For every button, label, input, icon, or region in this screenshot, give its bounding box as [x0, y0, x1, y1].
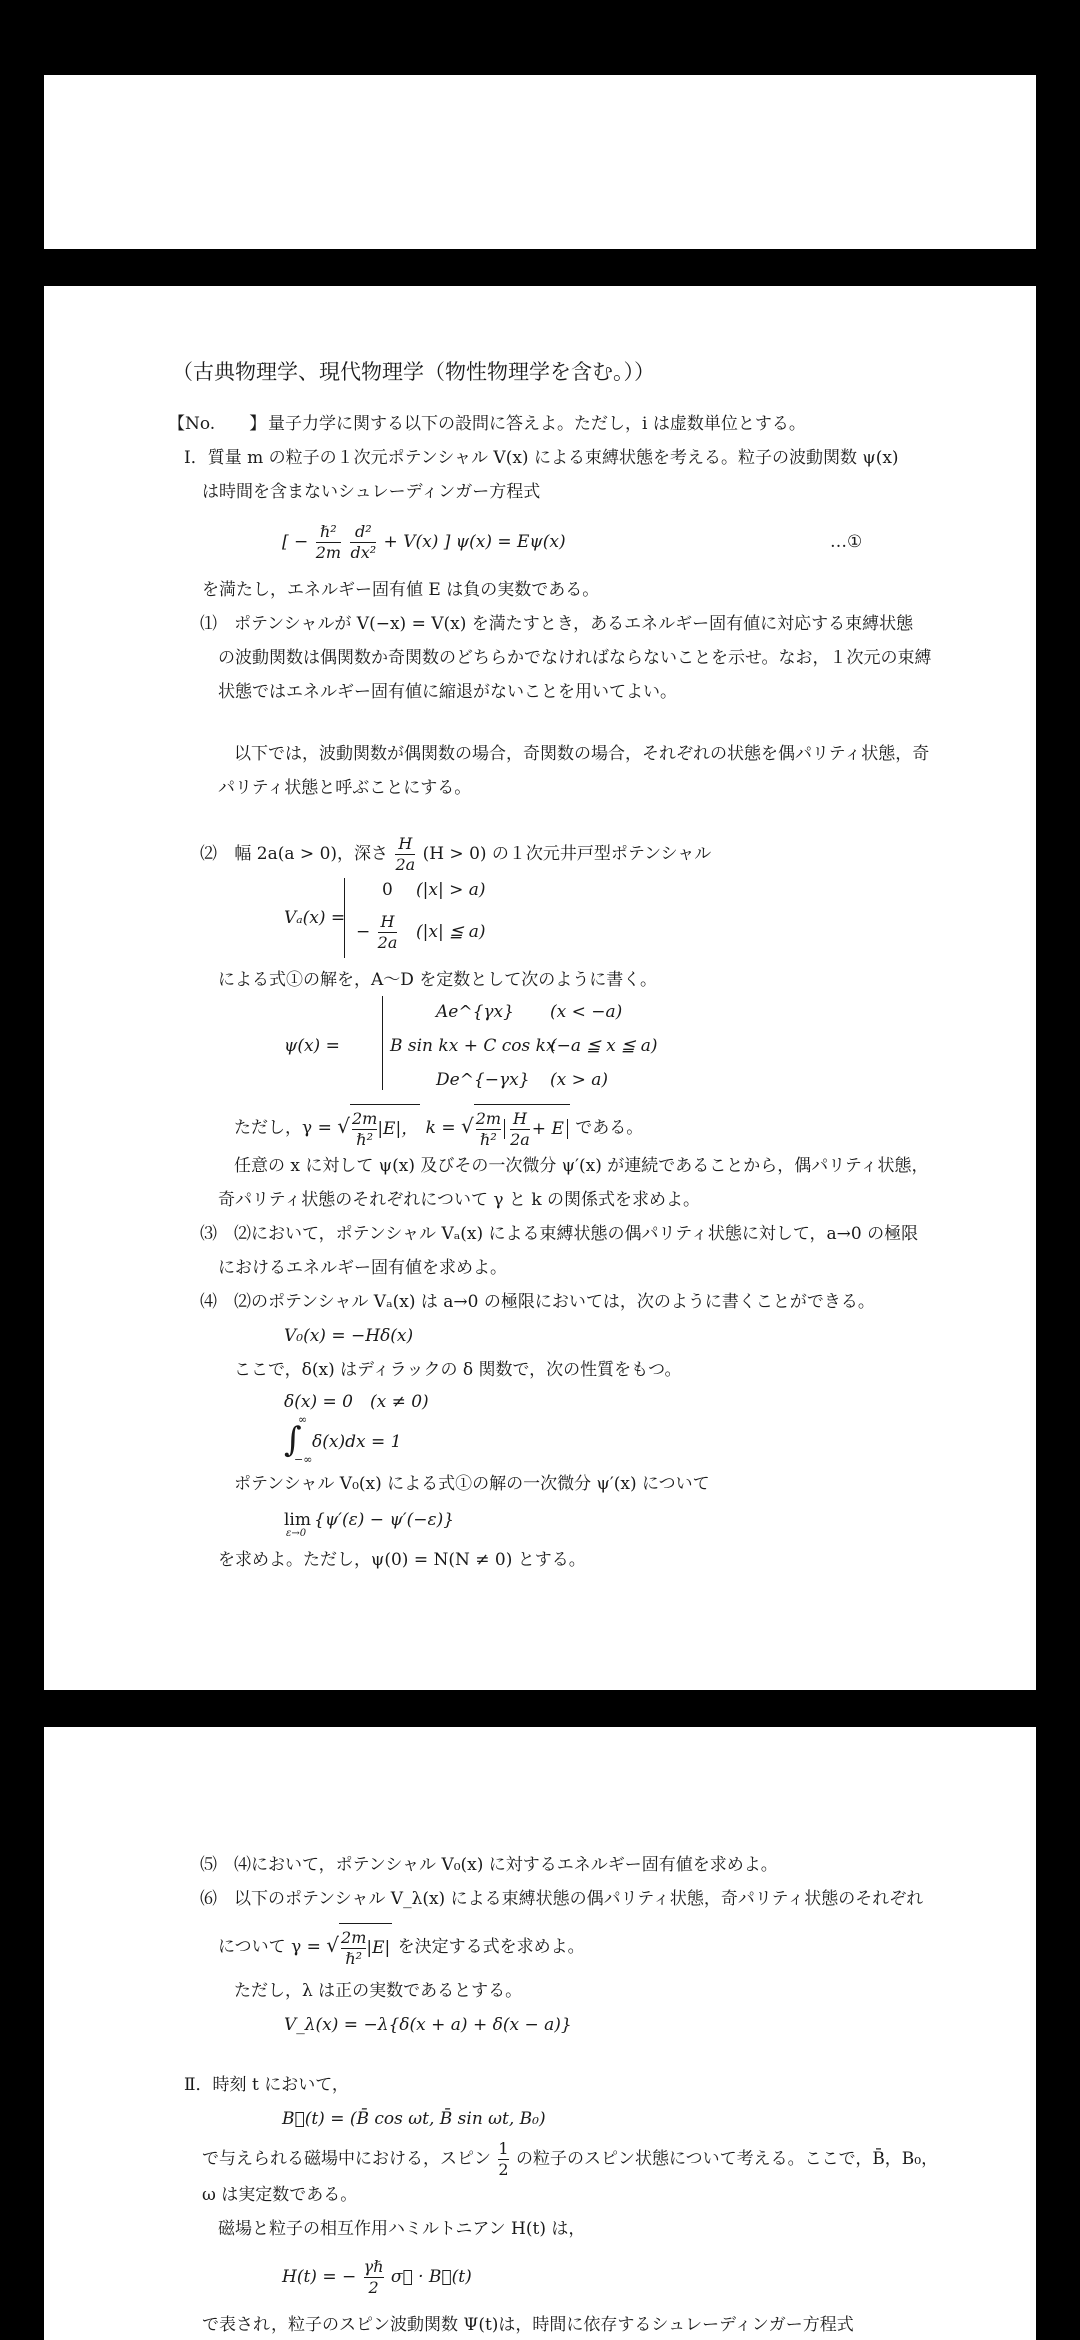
- psi-brace: [382, 996, 383, 1090]
- gamma-k-definition: ただし，γ = √ $\frac{2m}{\text{ℏ²}}$ |E|， k = √ $\frac{2m}{\text{ℏ²}}$ $\frac{H}{2a}$ + E である。: [234, 1102, 643, 1153]
- q5-line1: ⑷において，ポテンシャル V₀(x) に対するエネルギー固有値を求めよ。: [234, 1855, 778, 1875]
- q2-line1: ⑵ 幅 2a(a > 0)，深さ $\frac{H}{2a}$ (H > 0) の１次元井戸型ポテンシャル: [200, 834, 712, 874]
- question-intro: 量子力学に関する以下の設問に答えよ。ただし，i は虚数単位とする。: [268, 414, 806, 434]
- psi-case2-value: B sin kx + C cos kx: [390, 1036, 556, 1056]
- exam-page-1: （古典物理学、現代物理学（物性物理学を含む。）） 【No. 】 量子力学に関する以下の設問に答えよ。ただし，i は虚数単位とする。 Ⅰ．質量 m の粒子の１次元ポテンシャル V(x) による束縛状態を考える。粒子の波動関数 ψ(x) は時間を含まないシュレーディンガー方程式 [ − $\frac{\text{ℏ²}}{2m}$ $\frac{\text{d²}}{\text{dx²}}$ + V(x) ] ψ(x) = Eψ(x) …① を満たし，エネルギー固有値 E は負の実数である。 ⑴ ポテンシャルが V(−x) = V(x) を満たすとき，あるエネルギー固有値に対応する束縛状態 の波動関数は偶関数か奇関数のどちらかでなければならないことを示せ。なお，１次元の束縛 状態ではエネルギー固有値に縮退がないことを用いてよい。 以下では，波動関数が偶関数の場合，奇関数の場合，それぞれの状態を偶パリティ状態，奇 パリティ状態と呼ぶことにする。 ⑵ 幅 2a(a > 0)，深さ $\frac{H}{2a}$ (H > 0) の１次元井戸型ポテンシャル Vₐ(x) = 0 (|x| > a) − $\frac{H}{2a}$ (|x| ≦ a) による式①の解を，A〜D を定数として次のように書く。 ψ(x) = Ae^{γx} (x < −a) B sin kx + C cos kx (−a ≦ x ≦ a) De^{−γx} (x > a) ただし，γ = √ $\frac{2m}{\text{ℏ²}}$ |E|， k = √ $\frac{2m}{\text{ℏ²}}$ $\frac{H}{2a}$ + E である。 任意の x に対して ψ(x) 及びその一次微分 ψ′(x) が連続であることから，偶パリティ状態， 奇パリティ状態のそれぞれについて γ と k の関係式を求めよ。 ⑶ ⑵において，ポテンシャル Vₐ(x) による束縛状態の偶パリティ状態に対して，a→0 の極限 におけるエネルギー固有値を求めよ。 ⑷ ⑵のポテンシャル Vₐ(x) は a→0 の極限においては，次のように書くことができる。 V₀(x) = −Hδ(x) ここで，δ(x) はディラックの δ 関数で，次の性質をもつ。 δ(x) = 0 (x ≠ 0) ∫ ∞ −∞ δ(x)dx = 1 ポテンシャル V₀(x) による式①の解の一次微分 ψ′(x) について lim ε→0 {ψ′(ε) − ψ′(−ε)} を求めよ。ただし，ψ(0) = N(N ≠ 0) とする。: [44, 286, 1036, 1690]
- q6-line3: ただし，λ は正の実数であるとする。: [234, 1981, 523, 2001]
- psi-case1-value: Ae^{γx}: [436, 1002, 514, 1022]
- va-case2-value: − $\frac{H}{2a}$: [356, 912, 398, 952]
- va-brace: [344, 878, 345, 958]
- q4-line3: ポテンシャル V₀(x) による式①の解の一次微分 ψ′(x) について: [234, 1474, 710, 1494]
- q6-line2: について γ = √ $\frac{2m}{\text{ℏ²}}$ |E| を決定する式を求めよ。: [218, 1921, 585, 1972]
- equation-1-label: …①: [830, 532, 863, 552]
- q3-number: ⑶: [200, 1224, 217, 1244]
- va-case1-value: 0: [382, 880, 393, 900]
- magnetic-field-equation: B⃗(t) = (B̄ cos ωt, B̄ sin ωt, B₀): [282, 2109, 546, 2129]
- q5-number: ⑸: [200, 1855, 217, 1875]
- q1-line2: の波動関数は偶関数か奇関数のどちらかでなければならないことを示せ。なお，１次元の束縛: [218, 648, 932, 668]
- q2-line2: による式①の解を，A〜D を定数として次のように書く。: [218, 970, 657, 990]
- q4-line2: ここで，δ(x) はディラックの δ 関数で，次の性質をもつ。: [234, 1360, 682, 1380]
- q1-line3: 状態ではエネルギー固有値に縮退がないことを用いてよい。: [218, 682, 677, 702]
- psi-label: ψ(x) =: [284, 1036, 340, 1056]
- q2-line4: 奇パリティ状態のそれぞれについて γ と k の関係式を求めよ。: [218, 1190, 701, 1210]
- psi-case3-condition: (x > a): [550, 1070, 609, 1090]
- q1-number: ⑴: [200, 614, 217, 634]
- psi-case1-condition: (x < −a): [550, 1002, 623, 1022]
- part2-line2: ω は実定数である。: [202, 2185, 358, 2205]
- psi-case3-value: De^{−γx}: [436, 1070, 530, 1090]
- part2-line1: で与えられる磁場中における，スピン $\frac{1}{2}$ の粒子のスピン状態について考える。ここで，B̄，B₀，: [202, 2139, 939, 2179]
- question-number-label: 【No. 】: [168, 414, 267, 434]
- q2-number: ⑵: [200, 844, 217, 864]
- part1-line3: を満たし，エネルギー固有値 E は負の実数である。: [202, 580, 600, 600]
- page-title: （古典物理学、現代物理学（物性物理学を含む。））: [172, 360, 655, 384]
- parity-note-line1: 以下では，波動関数が偶関数の場合，奇関数の場合，それぞれの状態を偶パリティ状態，奇: [234, 744, 930, 764]
- q3-line2: におけるエネルギー固有値を求めよ。: [218, 1258, 507, 1278]
- part2-line3: 磁場と粒子の相互作用ハミルトニアン H(t) は，: [218, 2219, 586, 2239]
- part2-heading: Ⅱ．時刻 t において，: [184, 2075, 349, 2095]
- part1-line2: は時間を含まないシュレーディンガー方程式: [202, 482, 541, 502]
- hamiltonian-equation: H(t) = − $\frac{\text{γℏ}}{2}$ σ⃗ · B⃗(t): [282, 2257, 472, 2297]
- q1-line1: ポテンシャルが V(−x) = V(x) を満たすとき，あるエネルギー固有値に対応する束縛状態: [234, 614, 914, 634]
- exam-page-2: [44, 1727, 1036, 2340]
- q6-line1: 以下のポテンシャル V_λ(x) による束縛状態の偶パリティ状態，奇パリティ状態のそれぞれ: [234, 1889, 924, 1909]
- part2-line4: で表され，粒子のスピン波動関数 Ψ(t)は，時間に依存するシュレーディンガー方程式: [202, 2315, 854, 2335]
- va-label: Vₐ(x) =: [284, 908, 346, 928]
- v0-equation: V₀(x) = −Hδ(x): [284, 1326, 414, 1346]
- q3-line1: ⑵において，ポテンシャル Vₐ(x) による束縛状態の偶パリティ状態に対して，a→0 の極限: [234, 1224, 919, 1244]
- parity-note-line2: パリティ状態と呼ぶことにする。: [218, 778, 472, 798]
- q4-line4: を求めよ。ただし，ψ(0) = N(N ≠ 0) とする。: [218, 1550, 586, 1570]
- q6-number: ⑹: [200, 1889, 217, 1909]
- va-case1-condition: (|x| > a): [416, 880, 486, 900]
- delta-property-1: δ(x) = 0 (x ≠ 0): [284, 1392, 429, 1412]
- va-case2-condition: (|x| ≦ a): [416, 922, 486, 942]
- part1-heading: Ⅰ．質量 m の粒子の１次元ポテンシャル V(x) による束縛状態を考える。粒子の波動関数 ψ(x): [184, 448, 899, 468]
- v-lambda-equation: V_λ(x) = −λ{δ(x + a) + δ(x − a)}: [284, 2015, 572, 2035]
- q4-number: ⑷: [200, 1292, 217, 1312]
- equation-1: [ − $\frac{\text{ℏ²}}{2m}$ $\frac{\text{d²}}{\text{dx²}}$ + V(x) ] ψ(x) = Eψ(x): [282, 522, 566, 562]
- psi-case2-condition: (−a ≦ x ≦ a): [550, 1036, 658, 1056]
- q4-line1: ⑵のポテンシャル Vₐ(x) は a→0 の極限においては，次のように書くことができる。: [234, 1292, 875, 1312]
- blank-page: [44, 75, 1036, 249]
- q2-line3: 任意の x に対して ψ(x) 及びその一次微分 ψ′(x) が連続であることから，偶パリティ状態，: [234, 1156, 929, 1176]
